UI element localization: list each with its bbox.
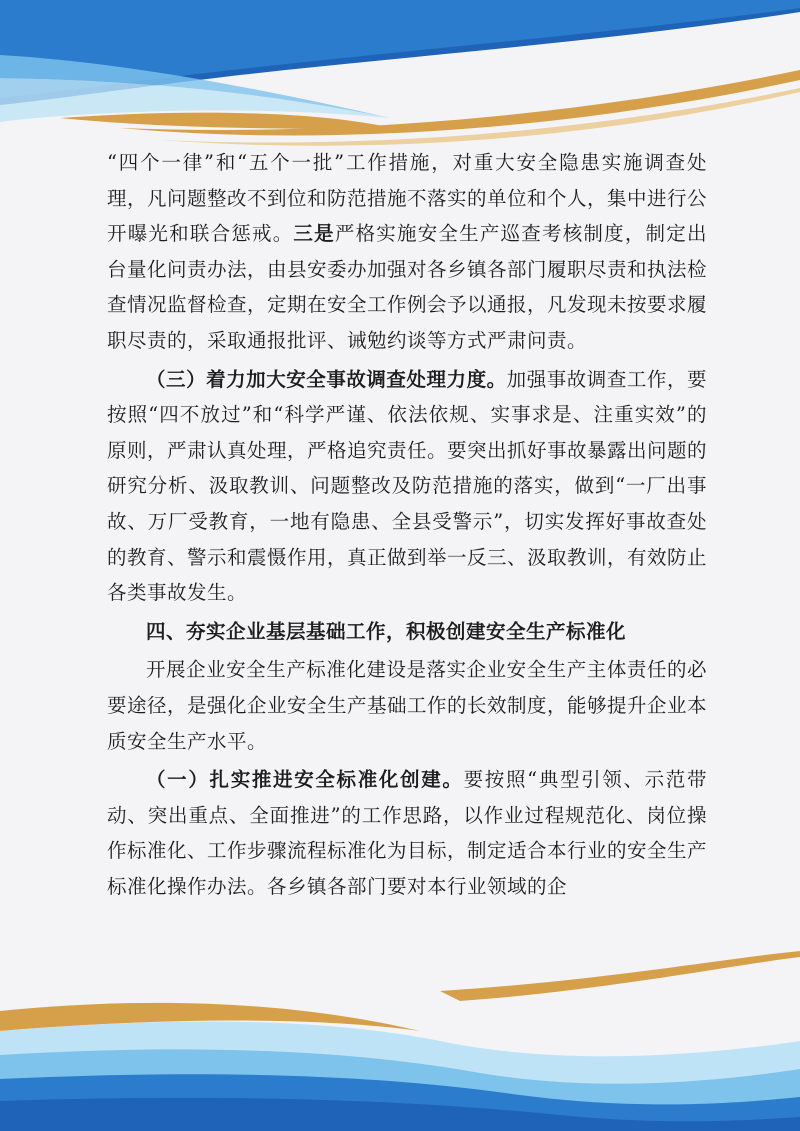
subheading-1: （一）扎实推进安全标准化创建。	[146, 768, 464, 792]
paragraph-3: 开展企业安全生产标准化建设是落实企业安全生产主体责任的必要途径，是强化企业安全生产基础工作的长效制度，能够提升企业本质安全生产水平。	[107, 658, 708, 753]
paragraph-4: （一）扎实推进安全标准化创建。要按照“典型引领、示范带动、突出重点、全面推进”的工作思路，以作业过程规范化、岗位操作标准化、工作步骤流程标准化为目标，制定适合本行业的安全生产标准化操作办法。各乡镇各部门要对本行业领域的企	[107, 768, 708, 898]
section-heading-4: 四、夯实企业基层基础工作，积极创建安全生产标准化	[146, 619, 627, 643]
paragraph-2: （三）着力加大安全事故调查处理力度。加强事故调查工作，要按照“四不放过”和“科学严谨、依法依规、实事求是、注重实效”的原则，严肃认真处理，严格追究责任。要突出抓好事故暴露出问题的研究分析、汲取教训、问题整改及防范措施的落实，做到“一厂出事故、万厂受教育，一地有隐患、全县受警示”，切实发挥好事故查处的教育、警示和震慑作用，真正做到举一反三、汲取教训，有效防止各类事故发生。	[107, 367, 708, 605]
bottom-wave-decoration	[0, 951, 800, 1131]
subheading-3: （三）着力加大安全事故调查处理力度。	[146, 367, 507, 391]
paragraph-1: “四个一律”和“五个一批”工作措施，对重大安全隐患实施调查处理，凡问题整改不到位和防范措施不落实的单位和个人，集中进行公开曝光和联合惩戒。三是严格实施安全生产巡查考核制度，制定出台量化问责办法，由县安委办加强对各乡镇各部门履职尽责和执法检查情况监督检查，定期在安全工作例会予以通报，凡发现未按要求履职尽责的，采取通报批评、诫勉约谈等方式严肃问责。	[107, 151, 708, 352]
document-body	[107, 145, 707, 907]
bold-marker-sanshi: 三是	[293, 222, 335, 246]
